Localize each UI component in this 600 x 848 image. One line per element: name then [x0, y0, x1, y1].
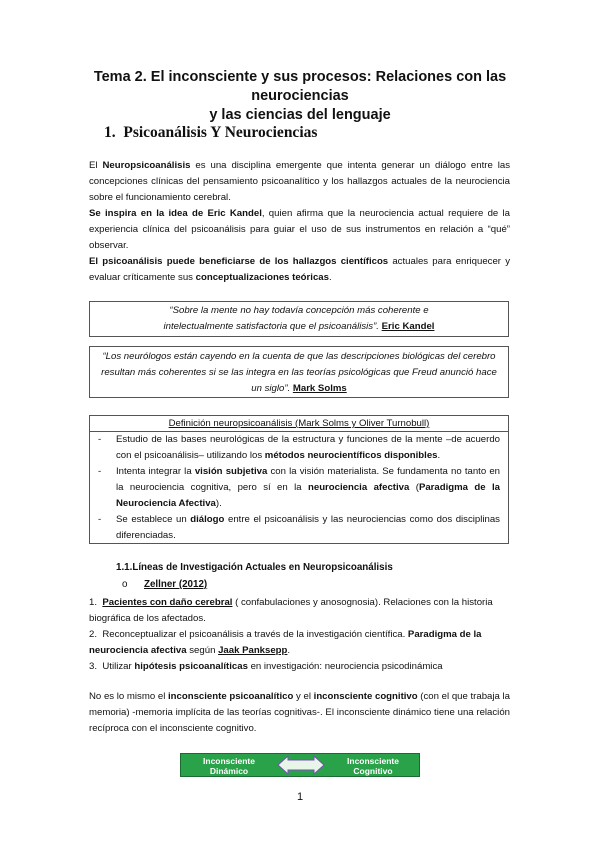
subsection-heading: 1.1.Líneas de Investigación Actuales en Neuropsicoanálisis — [116, 562, 393, 573]
paragraph-beneficios: El psicoanálisis puede beneficiarse de los hallazgos científicos actuales para enriquecer y evaluar críticamente sus conceptualizaciones teóricas. — [89, 256, 510, 283]
title-line-2: y las ciencias del lenguaje — [209, 107, 391, 123]
quote-box-kandel — [89, 301, 509, 337]
definition-box — [89, 415, 509, 544]
diagram-right-label: Inconsciente Cognitivo — [347, 756, 399, 776]
inconsciente-diagram — [180, 753, 420, 777]
quote-author: Mark Solms — [292, 383, 347, 394]
definition-item: - Estudio de las bases neurológicas de la estructura y funciones de la mente –de acuerdo con el psicoanálisis– utilizando los métodos neurocientíficos disponibles. — [98, 434, 500, 461]
bullet-text: Zellner (2012) — [144, 579, 208, 590]
section-heading — [104, 124, 317, 142]
page-number: 1 — [296, 791, 304, 803]
quote-text: “Sobre la mente no hay todavía concepción más coherente e intelectualmente satisfactoria que el psicoanálisis”. — [163, 305, 429, 332]
definition-item: - Intenta integrar la visión subjetiva con la visión materialista. Se fundamenta no tanto en la neurociencia cognitiva, pero sí en la neurociencia afectiva (Paradigma de la Neurociencia Afectiva). — [98, 466, 500, 509]
section-title: Psicoanálisis Y Neurociencias — [123, 124, 318, 141]
paragraph-neuropsicoanalisis: El Neuropsicoanálisis es una disciplina emergente que intenta generar un diálogo entre las concepciones clínicas del pensamiento psicoanalítico y los hallazgos actuales de la neurociencia sobre el funcionamiento cerebral. — [89, 160, 510, 203]
section-number: 1. — [104, 124, 116, 141]
paragraph-kandel: Se inspira en la idea de Eric Kandel, quien afirma que la neurociencia actual requiere de la experiencia clínica del psicoanálisis para guiar el uso de sus instrumentos en relación a “qué” observar. — [89, 208, 510, 251]
numbered-item: 3. Utilizar hipótesis psicoanalíticas en investigación: neurociencia psicodinámica — [89, 661, 443, 672]
quote-author: Eric Kandel — [381, 321, 435, 332]
bullet-marker: o — [122, 579, 128, 590]
numbered-item: 1. Pacientes con daño cerebral ( confabulaciones y anosognosia). Relaciones con la historia biográfica de los afectados. — [89, 597, 493, 624]
quote-box-solms — [89, 346, 509, 398]
paragraph-inconsciente: No es lo mismo el inconsciente psicoanalítico y el inconsciente cognitivo (con el que trabaja la memoria) -memoria implícita de las teorías cognitivas-. El inconsciente dinámico tiene una relación recíproca con el inconsciente cognitivo. — [89, 691, 510, 734]
definition-item: - Se establece un diálogo entre el psicoanálisis y las neurociencias como dos disciplinas diferenciadas. — [98, 514, 500, 541]
bullet-zellner — [122, 579, 207, 590]
quote-text: “Los neurólogos están cayendo en la cuenta de que las descripciones biológicas del cerebro resultan más coherentes si se las integra en las teorías psicológicas que Freud anunció hace un siglo”. — [101, 351, 497, 394]
definition-heading: Definición neuropsicoanálisis (Mark Solms y Oliver Turnobull) — [90, 416, 508, 432]
title-line-1: Tema 2. El inconsciente y sus procesos: Relaciones con las neurociencias — [93, 69, 507, 104]
diagram-left-label: Inconsciente Dinámico — [203, 756, 255, 776]
double-arrow-icon — [277, 755, 325, 775]
document-title — [60, 68, 540, 125]
numbered-item: 2. Reconceptualizar el psicoanálisis a través de la investigación científica. Paradigma de la neurociencia afectiva según Jaak Panksepp. — [89, 629, 482, 656]
